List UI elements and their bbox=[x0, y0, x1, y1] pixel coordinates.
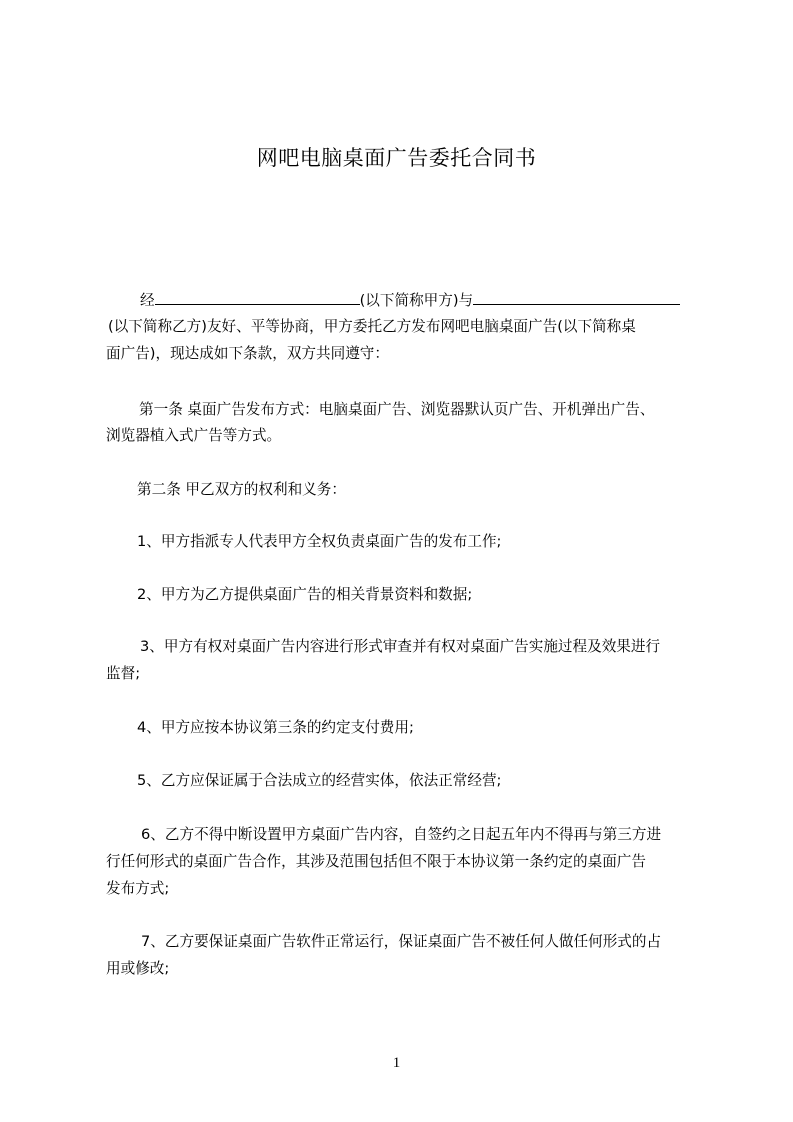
intro-line-1 bbox=[140, 290, 680, 311]
intro-line-3: 面广告)，现达成如下条款，双方共同遵守： bbox=[106, 345, 389, 362]
article2-item-3-line-1: 3、甲方有权对桌面广告内容进行形式审查并有权对桌面广告实施过程及效果进行 bbox=[140, 638, 661, 655]
article2-item-1: 1、甲方指派专人代表甲方全权负责桌面广告的发布工作; bbox=[137, 533, 502, 550]
intro-middle: (以下简称甲方)与 bbox=[359, 292, 474, 309]
article2-heading: 第二条 甲乙双方的权利和义务： bbox=[137, 481, 346, 498]
article2-item-6-line-1: 6、乙方不得中断设置甲方桌面广告内容，自签约之日起五年内不得再与第三方进 bbox=[141, 826, 662, 843]
intro-prefix: 经 bbox=[140, 292, 155, 309]
document-title: 网吧电脑桌面广告委托合同书 bbox=[256, 146, 537, 170]
article2-item-2: 2、甲方为乙方提供桌面广告的相关背景资料和数据; bbox=[137, 586, 473, 603]
article2-item-7-line-2: 用或修改; bbox=[106, 960, 170, 977]
article2-item-7-line-1: 7、乙方要保证桌面广告软件正常运行，保证桌面广告不被任何人做任何形式的占 bbox=[141, 933, 662, 950]
intro-line-2: (以下简称乙方)友好、平等协商，甲方委托乙方发布网吧电脑桌面广告(以下简称桌 bbox=[108, 318, 636, 335]
party-a-blank bbox=[155, 290, 360, 305]
article2-item-6-line-2: 行任何形式的桌面广告合作，其涉及范围包括但不限于本协议第一条约定的桌面广告 bbox=[106, 853, 646, 870]
party-b-blank bbox=[473, 290, 680, 305]
page-number: 1 bbox=[392, 1055, 401, 1071]
article2-item-4: 4、甲方应按本协议第三条的约定支付费用; bbox=[137, 719, 414, 736]
article2-item-6-line-3: 发布方式; bbox=[106, 880, 170, 897]
article2-item-5: 5、乙方应保证属于合法成立的经营实体，依法正常经营; bbox=[137, 772, 502, 789]
article1-line-1: 第一条 桌面广告发布方式：电脑桌面广告、浏览器默认页广告、开机弹出广告、 bbox=[139, 401, 655, 418]
article1-line-2: 浏览器植入式广告等方式。 bbox=[106, 427, 282, 444]
article2-item-3-line-2: 监督; bbox=[106, 665, 141, 682]
